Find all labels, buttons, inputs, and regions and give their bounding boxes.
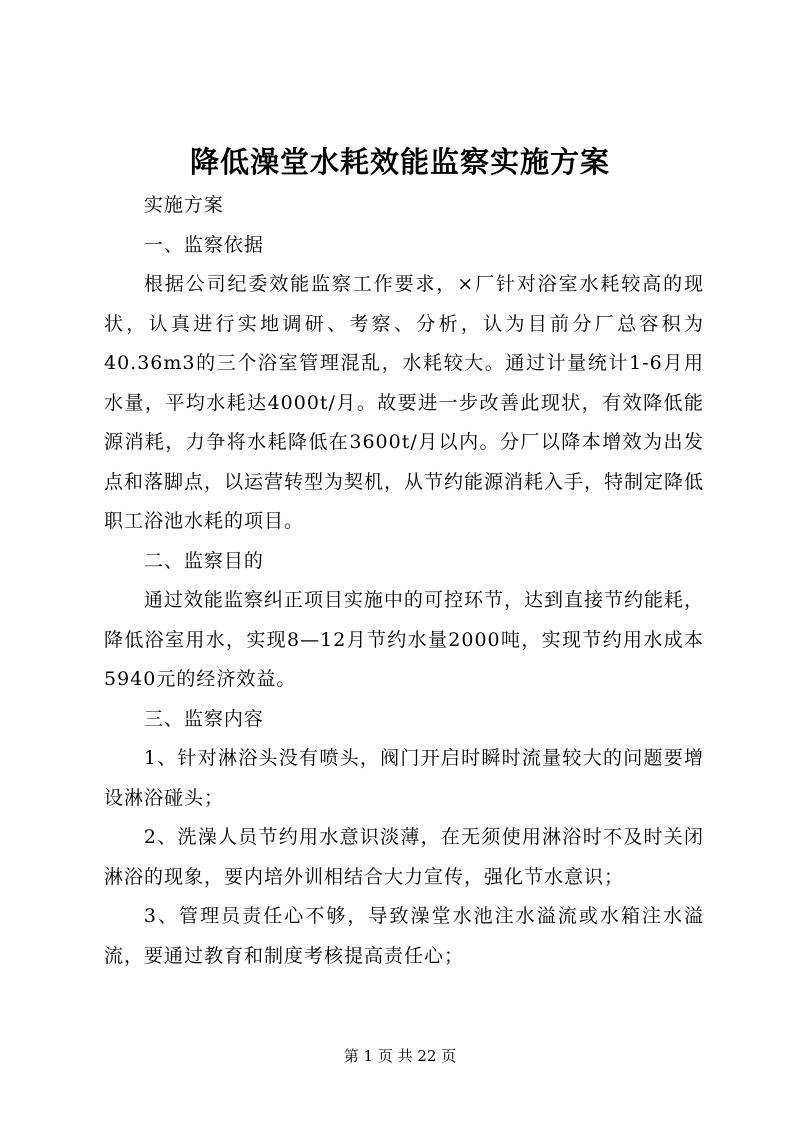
section-1-paragraph: 根据公司纪委效能监察工作要求，×厂针对浴室水耗较高的现状，认真进行实地调研、考察、分析，认为目前分厂总容积为40.36m3的三个浴室管理混乱，水耗较大。通过计量统计1-6月用水量，平均水耗达4000t/月。故要进一步改善此现状，有效降低能源消耗，力争将水耗降低在3600t/月以内。分厂以降本增效为出发点和落脚点，以运营转型为契机，从节约能源消耗入手，特制定降低职工浴池水耗的项目。 [104, 273, 705, 532]
section-3-item-1: 1、针对淋浴头没有喷头，阀门开启时瞬时流量较大的问题要增设淋浴碰头； [104, 747, 704, 809]
section-2-heading: 二、监察目的 [143, 549, 264, 572]
document-subtitle: 实施方案 [143, 194, 224, 216]
page-title: 降低澡堂水耗效能监察实施方案 [189, 145, 610, 179]
document-body [104, 186, 704, 976]
section-3-item-2: 2、洗澡人员节约用水意识淡薄，在无须使用淋浴时不及时关闭淋浴的现象，要内培外训相结合大力宣传，强化节水意识； [104, 826, 704, 888]
section-2-paragraph: 通过效能监察纠正项目实施中的可控环节，达到直接节约能耗，降低浴室用水，实现8—12月节约水量2000吨，实现节约用水成本5940元的经济效益。 [104, 589, 704, 690]
section-3-heading: 三、监察内容 [143, 707, 264, 730]
section-1-heading: 一、监察依据 [143, 233, 264, 256]
page-footer: 第 1 页 共 22 页 [343, 1047, 457, 1065]
section-3-item-3: 3、管理员责任心不够，导致澡堂水池注水溢流或水箱注水溢流，要通过教育和制度考核提高责任心； [104, 905, 704, 967]
